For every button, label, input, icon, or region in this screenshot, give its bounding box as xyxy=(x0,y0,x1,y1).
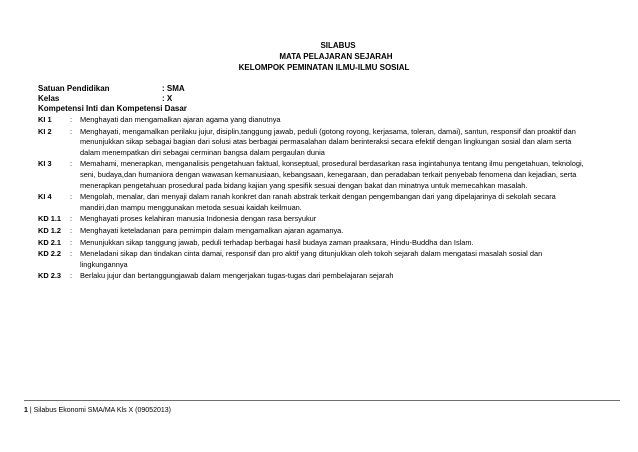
competency-text: Menghayati, mengamalkan perilaku jujur, disiplin,tanggung jawab, peduli (gotong royong, kerjasama, toleran, damai), santun, responsif dan proaktif dan menunjukkan sikap sebagai bagian dari solusi atas berbagai permasalahan dalam berinteraksi secara efektif dengan lingkungan sosial dan alam serta dalam menempatkan diri sebagai cerminan bangsa dalam pergaulan dunia xyxy=(80,126,576,157)
competency-row-ki4 xyxy=(38,192,628,213)
title-line-3: KELOMPOK PEMINATAN ILMU-ILMU SOSIAL xyxy=(238,63,410,72)
competency-text: Meneladani sikap dan tindakan cinta damai, responsif dan pro aktif yang ditunjukkan oleh tokoh sejarah dalam mengatasi masalah sosial dan lingkungannya xyxy=(80,249,543,269)
competency-row-kd23 xyxy=(38,271,628,282)
competency-code: KD 2.1 xyxy=(38,237,62,247)
satuan-value: : SMA xyxy=(162,84,185,93)
competency-colon: : xyxy=(70,159,73,169)
page-footer xyxy=(24,406,171,415)
kompetensi-heading-text: Kompetensi Inti dan Kompetensi Dasar xyxy=(38,104,187,113)
satuan-label: Satuan Pendidikan xyxy=(38,84,110,93)
competency-row-ki1 xyxy=(38,115,628,126)
competency-code: KD 2.3 xyxy=(38,271,62,281)
satuan-row xyxy=(38,84,187,94)
kelas-value: : X xyxy=(162,94,173,103)
competency-text: Menghayati keteladanan para pemimpin dalam mengamalkan ajaran agamanya. xyxy=(80,225,344,235)
competency-row-ki3 xyxy=(38,159,628,191)
kelas-row xyxy=(38,94,187,104)
competency-text: Mengolah, menalar, dan menyaji dalam ranah konkret dan ranah abstrak terkait dengan pengembangan dari yang dipelajarinya di sekolah secara mandiri,dan mampu menggunakan metoda sesuai kaidah keilmuan. xyxy=(80,192,556,212)
footer-text: Silabus Ekonomi SMA/MA Kls X (09052013) xyxy=(33,407,171,414)
kompetensi-heading xyxy=(38,104,187,114)
competency-text: Menunjukkan sikap tanggung jawab, peduli terhadap berbagai hasil budaya zaman praaksara, Hindu-Buddha dan Islam. xyxy=(80,237,474,247)
title-line-1: SILABUS xyxy=(320,41,356,50)
competency-list xyxy=(38,115,628,283)
page-number: 1 xyxy=(24,407,28,414)
competency-row-ki2 xyxy=(38,127,628,159)
competency-code: KD 1.1 xyxy=(38,214,62,224)
competency-text: Berlaku jujur dan bertanggungjawab dalam mengerjakan tugas-tugas dari pembelajaran sejarah xyxy=(80,271,394,281)
competency-code: KD 2.2 xyxy=(38,249,62,259)
document-title xyxy=(0,40,638,73)
competency-text: Menghayati proses kelahiran manusia Indonesia dengan rasa bersyukur xyxy=(80,214,317,224)
competency-text: Menghayati dan mengamalkan ajaran agama yang dianutnya xyxy=(80,115,281,124)
kelas-label: Kelas xyxy=(38,94,60,103)
competency-colon: : xyxy=(70,126,73,136)
competency-row-kd12 xyxy=(38,226,628,237)
competency-colon: : xyxy=(70,271,73,281)
competency-colon: : xyxy=(70,225,73,235)
competency-text: Memahami, menerapkan, menganalisis pengetahuan faktual, konseptual, prosedural berdasarkan rasa ingintahunya tentang ilmu pengetahuan, teknologi, seni, budaya,dan humaniora dengan wawasan kemanusiaan, kebangsaan, kenegaraan, dan peradaban terkait penyebab fenomena dan kejadian, serta menerapkan pengetahuan prosedural pada bidang kajian yang spesifik sesuai dengan bakat dan minatnya untuk memecahkan masalah. xyxy=(80,159,584,190)
competency-code: KI 2 xyxy=(38,126,52,136)
competency-code: KD 1.2 xyxy=(38,225,62,235)
title-line-2: MATA PELAJARAN SEJARAH xyxy=(279,52,393,61)
competency-row-kd21 xyxy=(38,238,628,249)
competency-code: KI 4 xyxy=(38,192,52,202)
competency-code: KI 3 xyxy=(38,159,52,169)
competency-colon: : xyxy=(70,237,73,247)
competency-colon: : xyxy=(70,214,73,224)
document-meta xyxy=(38,84,187,114)
competency-colon: : xyxy=(70,249,73,259)
competency-code: KI 1 xyxy=(38,115,52,124)
competency-colon: : xyxy=(70,192,73,202)
competency-colon: : xyxy=(70,115,73,124)
footer-divider xyxy=(24,400,620,401)
footer-separator: | xyxy=(27,407,34,414)
competency-row-kd11 xyxy=(38,214,628,225)
competency-row-kd22 xyxy=(38,249,628,270)
